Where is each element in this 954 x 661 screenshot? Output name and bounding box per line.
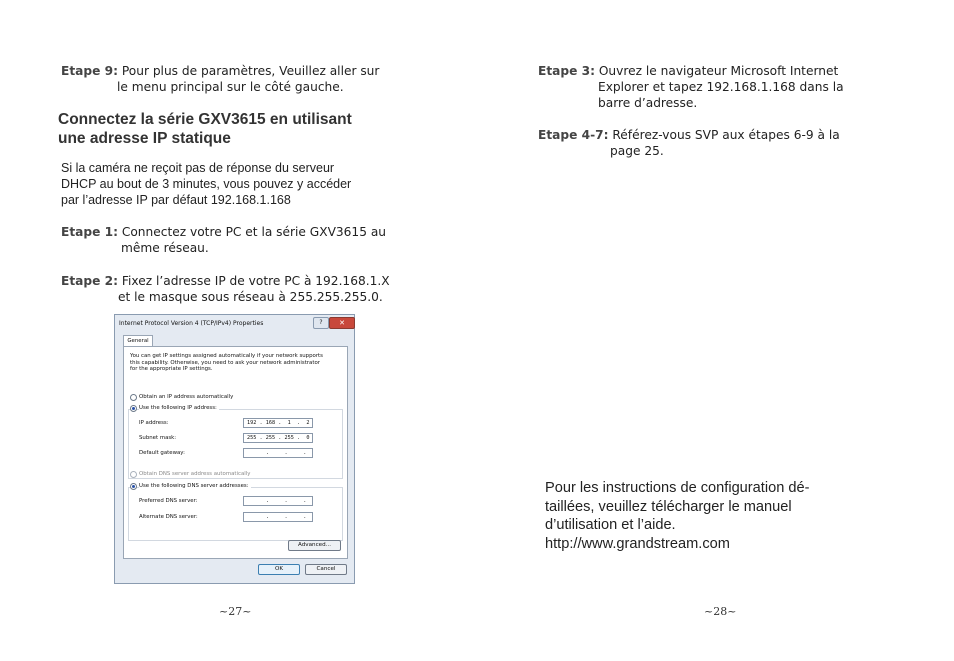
step-3-text-line3: barre d’adresse. <box>598 96 698 110</box>
step-9-label: Etape 9: <box>61 64 118 78</box>
instructions-line3: d’utilisation et l’aide. <box>545 517 676 533</box>
general-panel <box>123 346 348 559</box>
step-3 <box>538 63 868 111</box>
step-1-label: Etape 1: <box>61 225 118 239</box>
preferred-dns-label: Preferred DNS server: <box>139 498 198 504</box>
step-2-text-line2: et le masque sous réseau à 255.255.255.0. <box>118 290 383 304</box>
heading-line1: Connectez la série GXV3615 en utilisant <box>58 111 352 128</box>
subnet-mask-input[interactable]: 255 . 255 . 255 . 0 <box>243 433 313 443</box>
step-2 <box>61 273 406 305</box>
default-gateway-input[interactable]: . . . <box>243 448 313 458</box>
step-1-text-line1: Connectez votre PC et la série GXV3615 au <box>121 225 387 239</box>
dialog-intro <box>130 353 342 373</box>
section-heading <box>58 110 403 148</box>
subnet-mask-label: Subnet mask: <box>139 435 177 441</box>
step-9-text-line2: le menu principal sur le côté gauche. <box>117 80 344 94</box>
radio-use-ip[interactable] <box>130 405 137 412</box>
step-3-text-line1: Ouvrez le navigateur Microsoft Internet <box>598 64 839 78</box>
instructions-line2: taillées, veuillez télécharger le manuel <box>545 498 792 515</box>
radio-use-dns-label: Use the following DNS server addresses: <box>139 483 249 489</box>
dialog-intro-line3: for the appropriate IP settings. <box>130 366 213 373</box>
radio-use-ip-label: Use the following IP address: <box>139 405 217 411</box>
radio-obtain-dns-auto-label: Obtain DNS server address automatically <box>139 471 251 477</box>
dialog-intro-line1: You can get IP settings assigned automatically if your network supports <box>130 353 323 359</box>
step-4-7-label: Etape 4-7: <box>538 128 609 142</box>
cancel-button[interactable]: Cancel <box>305 564 347 575</box>
tcpip-properties-dialog <box>114 314 355 584</box>
step-1 <box>61 224 406 256</box>
step-9-text-line1: Pour plus de paramètres, Veuillez aller sur <box>121 64 380 78</box>
ip-address-label: IP address: <box>139 420 169 426</box>
step-2-label: Etape 2: <box>61 274 118 288</box>
dialog-intro-line2: this capability. Otherwise, you need to ask your network administrator <box>130 359 320 366</box>
intro-paragraph <box>61 160 406 208</box>
intro-line3: par l’adresse IP par défaut 192.168.1.168 <box>61 193 291 207</box>
radio-obtain-ip-auto-label: Obtain an IP address automatically <box>139 394 234 400</box>
radio-obtain-dns-auto[interactable] <box>130 471 137 478</box>
step-4-7-text-line2: page 25. <box>610 144 664 158</box>
step-2-text-line1: Fixez l’adresse IP de votre PC à 192.168.1.X <box>121 274 390 288</box>
step-3-label: Etape 3: <box>538 64 595 78</box>
step-3-text-line2: Explorer et tapez 192.168.1.168 dans la <box>598 80 844 94</box>
default-gateway-label: Default gateway: <box>139 450 185 456</box>
advanced-button[interactable]: Advanced... <box>288 540 341 551</box>
step-1-text-line2: même réseau. <box>121 241 209 255</box>
instructions-paragraph <box>545 479 885 553</box>
preferred-dns-input[interactable]: . . . <box>243 496 313 506</box>
step-4-7-text-line1: Référez-vous SVP aux étapes 6-9 à la <box>612 128 840 142</box>
intro-line2: DHCP au bout de 3 minutes, vous pouvez y accéder <box>61 177 352 191</box>
ip-address-input[interactable]: 192 . 168 . 1 . 2 <box>243 418 313 428</box>
close-button[interactable]: ✕ <box>329 317 355 329</box>
page-number-left: ~27~ <box>219 605 252 618</box>
help-button[interactable]: ? <box>313 317 329 329</box>
step-4-7 <box>538 127 868 159</box>
step-9 <box>61 63 401 95</box>
ok-button[interactable]: OK <box>258 564 300 575</box>
intro-line1: Si la caméra ne reçoit pas de réponse du serveur <box>61 161 335 175</box>
heading-line2: une adresse IP statique <box>58 130 231 147</box>
alternate-dns-label: Alternate DNS server: <box>139 514 198 520</box>
website-link[interactable]: http://www.grandstream.com <box>545 535 730 552</box>
instructions-line1: Pour les instructions de configuration dé- <box>545 480 810 496</box>
tab-general[interactable]: General <box>123 335 153 347</box>
dialog-title: Internet Protocol Version 4 (TCP/IPv4) Properties <box>119 320 264 327</box>
radio-obtain-ip-auto[interactable] <box>130 394 137 401</box>
radio-use-dns[interactable] <box>130 483 137 490</box>
page-number-right: ~28~ <box>704 605 737 618</box>
alternate-dns-input[interactable]: . . . <box>243 512 313 522</box>
